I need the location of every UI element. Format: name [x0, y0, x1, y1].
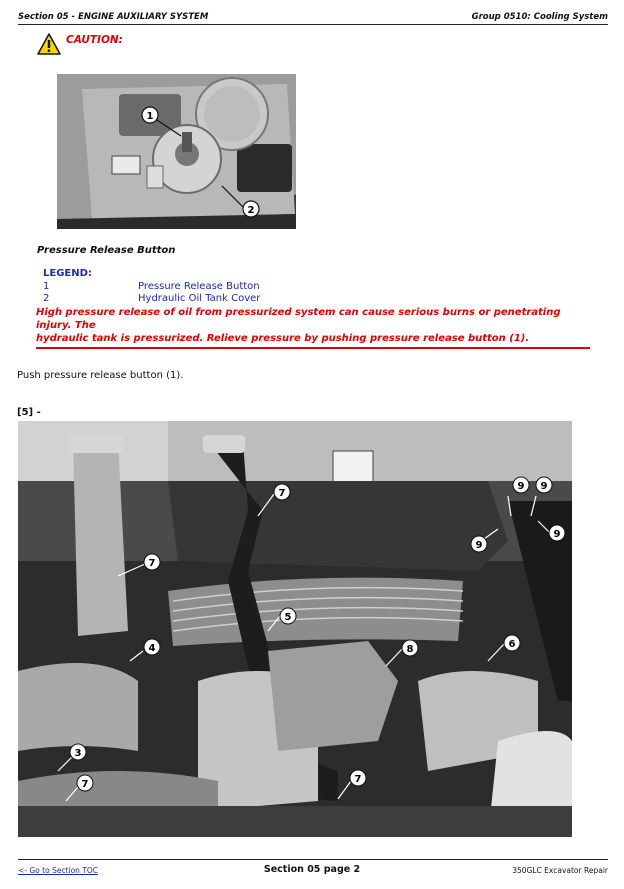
callout-4	[144, 639, 160, 655]
footer-divider	[18, 859, 608, 860]
svg-text:8: 8	[406, 644, 414, 655]
section-toc-link[interactable]: <- Go to Section TOC	[18, 866, 99, 875]
callout-7	[350, 770, 366, 786]
svg-text:7: 7	[354, 774, 362, 785]
caution-label: CAUTION:	[66, 34, 123, 46]
page-header	[18, 8, 608, 22]
callout-9	[471, 536, 487, 552]
svg-text:7: 7	[81, 779, 89, 790]
callout-7	[77, 775, 93, 791]
legend-number: 1	[43, 281, 50, 292]
svg-text:9: 9	[517, 481, 525, 492]
header-divider	[18, 24, 608, 25]
legend-item	[43, 293, 260, 304]
svg-text:7: 7	[148, 558, 156, 569]
step-label: [5] -	[17, 407, 41, 418]
svg-text:3: 3	[74, 748, 82, 759]
svg-text:6: 6	[508, 639, 516, 650]
svg-text:1: 1	[146, 111, 154, 122]
callout-9	[513, 477, 529, 493]
svg-text:9: 9	[540, 481, 548, 492]
svg-text:4: 4	[148, 643, 156, 654]
callout-7	[274, 484, 290, 500]
warning-text: High pressure release of oil from pressurized system can cause serious burns or penetrating injury. The hydraulic tank is pressurized. Relieve pressure by pushing pressure release button (1).	[36, 307, 561, 344]
callout-8	[402, 640, 418, 656]
svg-text:9: 9	[553, 529, 561, 540]
manual-title: 350GLC Excavator Repair	[512, 866, 608, 875]
caution-divider	[36, 347, 590, 349]
svg-text:9: 9	[475, 540, 483, 551]
callout-7	[144, 554, 160, 570]
legend-title: LEGEND:	[43, 268, 92, 279]
pressure-release-photo	[57, 74, 296, 229]
callout-9	[549, 525, 565, 541]
figure-caption: Pressure Release Button	[37, 245, 176, 256]
instruction-text: Push pressure release button (1).	[17, 370, 184, 381]
svg-text:2: 2	[247, 205, 255, 216]
legend-text: Hydraulic Oil Tank Cover	[138, 293, 261, 304]
section-title: Section 05 - ENGINE AUXILIARY SYSTEM	[18, 12, 209, 22]
svg-text:5: 5	[284, 612, 292, 623]
page-number: Section 05 page 2	[263, 864, 361, 875]
callout-1	[142, 107, 158, 123]
callout-3	[70, 744, 86, 760]
callout-5	[280, 608, 296, 624]
group-title: Group 0510: Cooling System	[471, 12, 608, 22]
callout-2	[243, 201, 259, 217]
svg-text:7: 7	[278, 488, 286, 499]
legend-item	[43, 281, 260, 292]
warning-triangle-icon	[37, 33, 61, 55]
legend-number: 2	[43, 293, 50, 304]
callout-6	[504, 635, 520, 651]
engine-compartment-photo	[18, 421, 572, 837]
legend-text: Pressure Release Button	[138, 281, 260, 292]
callout-9	[536, 477, 552, 493]
